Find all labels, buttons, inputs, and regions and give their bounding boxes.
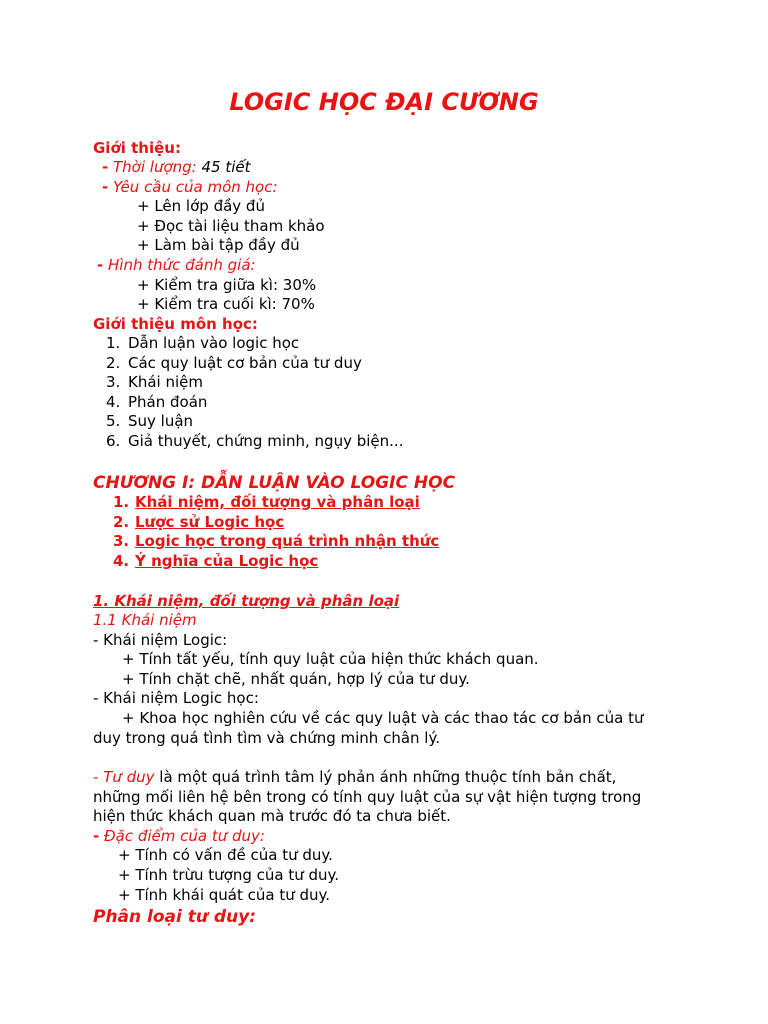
requirement-item: + Làm bài tập đầy đủ [137, 236, 300, 254]
course-item-number: 6. [106, 432, 121, 450]
features-label: Đặc điểm của tư duy: [104, 827, 265, 845]
toc-number: 3. [113, 532, 130, 550]
section-heading: 1. Khái niệm, đối tượng và phân loại [93, 592, 400, 610]
requirements-line [102, 178, 278, 197]
requirements-label: Yêu cầu của môn học: [113, 178, 278, 196]
document-title: LOGIC HỌC ĐẠI CƯƠNG [229, 88, 539, 116]
dash: - [102, 178, 109, 196]
course-item [106, 412, 193, 431]
intro-heading: Giới thiệu: [93, 139, 181, 157]
feature-item: + Tính có vấn đề của tư duy. [118, 846, 333, 864]
assessment-line [97, 256, 256, 275]
chapter-toc-item[interactable] [113, 513, 284, 532]
course-item [106, 432, 403, 451]
subsection-heading: 1.1 Khái niệm [93, 611, 197, 629]
course-item-number: 3. [106, 373, 121, 391]
toc-number: 1. [113, 493, 130, 511]
chapter-toc-item[interactable] [113, 532, 439, 551]
course-item-text: Khái niệm [128, 373, 203, 391]
thinking-definition-line: những mối liên hệ bên trong có tính quy luật của sự vật hiện tượng trong [93, 788, 642, 806]
duration-label: Thời lượng: [113, 158, 197, 176]
course-item-text: Suy luận [128, 412, 194, 430]
course-item [106, 373, 203, 392]
chapter-heading: CHƯƠNG I: DẪN LUẬN VÀO LOGIC HỌC [93, 473, 456, 493]
logic-point: + Tính chặt chẽ, nhất quán, hợp lý của tư duy. [122, 670, 470, 688]
course-item-text: Các quy luật cơ bản của tư duy [128, 354, 362, 372]
course-item [106, 354, 362, 373]
assessment-label: Hình thức đánh giá: [108, 256, 256, 274]
logic-science-line: duy trong quá tình tìm và chứng minh chân lý. [93, 729, 440, 747]
assessment-item: + Kiểm tra giữa kì: 30% [137, 276, 317, 294]
thinking-definition-line: hiện thức khách quan mà trước đó ta chưa biết. [93, 807, 451, 825]
course-item-text: Giả thuyết, chứng minh, ngụy biện... [128, 432, 404, 450]
toc-link[interactable]: Lược sử Logic học [135, 513, 285, 531]
logic-concept-label: - Khái niệm Logic: [93, 631, 228, 649]
requirement-item: + Đọc tài liệu tham khảo [137, 217, 325, 235]
toc-number: 4. [113, 552, 130, 570]
dash: - [102, 158, 109, 176]
course-item-number: 2. [106, 354, 121, 372]
dash: - [97, 256, 104, 274]
chapter-toc-item[interactable] [113, 552, 318, 571]
course-item-text: Dẫn luận vào logic học [128, 334, 300, 352]
logic-science-label: - Khái niệm Logic học: [93, 689, 259, 707]
toc-link[interactable]: Khái niệm, đối tượng và phân loại [135, 493, 420, 511]
chapter-toc-item[interactable] [113, 493, 420, 512]
dash: - [93, 827, 100, 845]
course-item-number: 4. [106, 393, 121, 411]
feature-item: + Tính khái quát của tư duy. [118, 886, 331, 904]
duration-value: 45 tiết [201, 158, 251, 176]
logic-science-line: + Khoa học nghiên cứu về các quy luật và các thao tác cơ bản của tư [122, 709, 644, 727]
toc-number: 2. [113, 513, 130, 531]
feature-item: + Tính trừu tượng của tư duy. [118, 866, 340, 884]
course-item-number: 5. [106, 412, 121, 430]
duration-line [102, 158, 251, 177]
thinking-text: là một quá trình tâm lý phản ánh những thuộc tính bản chất, [154, 768, 617, 786]
logic-point: + Tính tất yếu, tính quy luật của hiện thức khách quan. [122, 650, 539, 668]
toc-link[interactable]: Logic học trong quá trình nhận thức [135, 532, 440, 550]
course-intro-heading: Giới thiệu môn học: [93, 315, 258, 333]
classification-heading: Phân loại tư duy: [93, 907, 257, 927]
course-item [106, 334, 299, 353]
features-line [93, 827, 265, 846]
toc-link[interactable]: Ý nghĩa của Logic học [135, 552, 319, 570]
assessment-item: + Kiểm tra cuối kì: 70% [137, 295, 315, 313]
course-item-text: Phán đoán [128, 393, 208, 411]
requirement-item: + Lên lớp đầy đủ [137, 197, 265, 215]
thinking-dash: - [93, 768, 104, 786]
thinking-term: Tư duy [103, 768, 155, 786]
thinking-definition [93, 768, 616, 787]
course-item [106, 393, 207, 412]
course-item-number: 1. [106, 334, 121, 352]
